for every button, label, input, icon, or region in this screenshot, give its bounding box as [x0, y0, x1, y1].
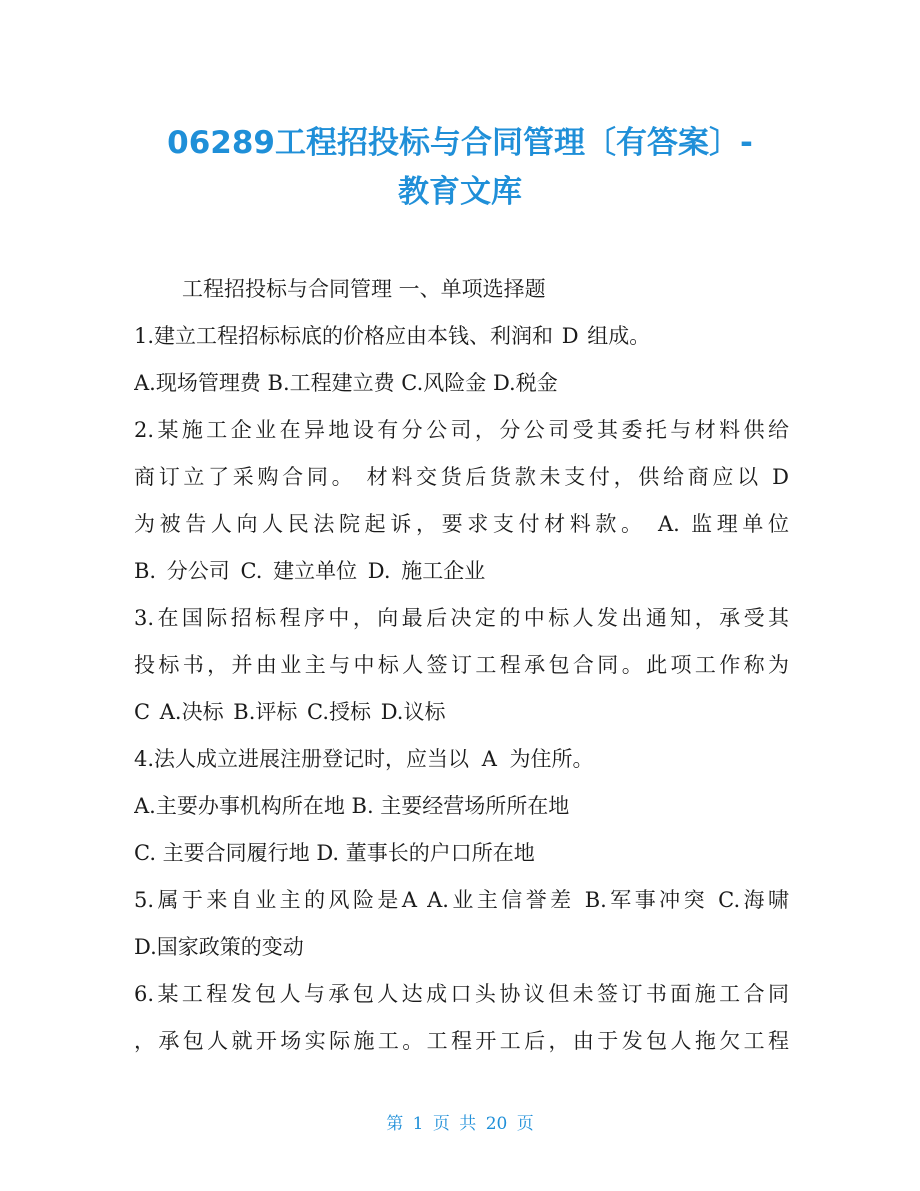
- question-2-line-2: 商订立了采购合同。 材料交货后货款未支付，供给商应以 D: [134, 465, 789, 489]
- question-2-line-1: 2.某施工企业在异地设有分公司，分公司受其委托与材料供给: [134, 418, 789, 442]
- question-1-options: A.现场管理费 B.工程建立费 C.风险金 D.税金: [134, 371, 558, 395]
- question-4-stem: 4.法人成立进展注册登记时，应当以 A 为住所。: [134, 747, 594, 771]
- document-title-line1: 06289工程招投标与合同管理〔有答案〕-: [167, 125, 753, 161]
- question-5-line-1: 5.属于来自业主的风险是A A.业主信誉差 B.军事冲突 C.海啸: [134, 888, 789, 912]
- question-3-line-1: 3.在国际招标程序中，向最后决定的中标人发出通知，承受其: [134, 606, 789, 630]
- question-2-options: B. 分公司 C. 建立单位 D. 施工企业: [134, 559, 486, 583]
- document-body: [134, 266, 789, 1065]
- question-1-stem: 1.建立工程招标标底的价格应由本钱、利润和 D 组成。: [134, 324, 651, 348]
- question-6-line-2: ，承包人就开场实际施工。工程开工后，由于发包人拖欠工程: [134, 1029, 789, 1053]
- question-4-options-2: C. 主要合同履行地 D. 董事长的户口所在地: [134, 841, 535, 865]
- page-number-footer: 第 1 页 共 20 页: [386, 1114, 534, 1134]
- question-3-line-2: 投标书，并由业主与中标人签订工程承包合同。此项工作称为: [134, 653, 789, 677]
- document-title-line2: 教育文库: [398, 174, 522, 210]
- question-4-options-1: A.主要办事机构所在地 B. 主要经营场所所在地: [134, 794, 570, 818]
- question-5-line-2: D.国家政策的变动: [134, 935, 304, 959]
- question-3-options: C A.决标 B.评标 C.授标 D.议标: [134, 700, 446, 724]
- question-6-line-1: 6.某工程发包人与承包人达成口头协议但未签订书面施工合同: [134, 982, 789, 1006]
- question-2-line-3: 为被告人向人民法院起诉，要求支付材料款。 A. 监理单位: [134, 512, 789, 536]
- section-heading: 工程招投标与合同管理 一、单项选择题: [182, 277, 546, 301]
